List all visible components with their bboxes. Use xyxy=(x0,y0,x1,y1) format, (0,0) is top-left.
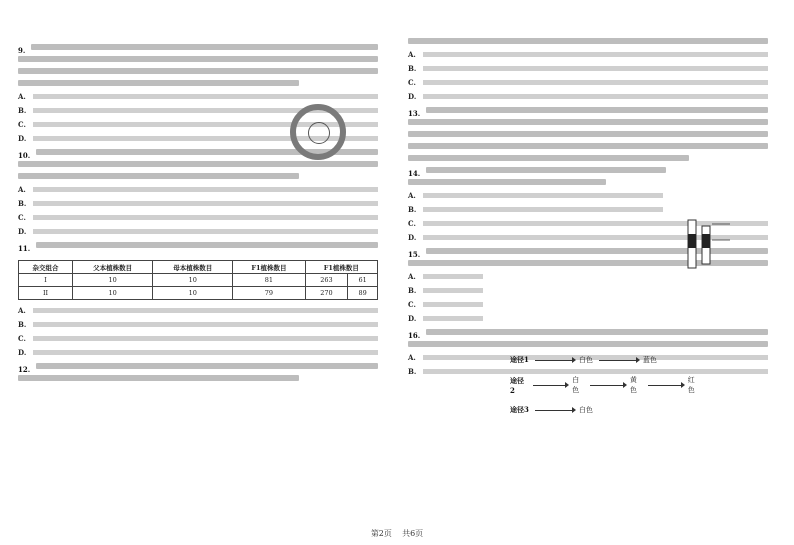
pathway-node-white: 白色 xyxy=(578,406,593,414)
text-line xyxy=(18,161,378,167)
table-row xyxy=(19,274,378,287)
q14-stem-line xyxy=(426,167,666,173)
q12-number: 12. xyxy=(18,364,31,374)
q16-stem-line xyxy=(426,329,768,335)
text-line xyxy=(18,68,378,74)
option-c: C. xyxy=(18,334,378,343)
option-d: D. xyxy=(408,92,768,101)
q9-number: 9. xyxy=(18,45,26,55)
pathway-row xyxy=(510,405,700,415)
page-total: 共6页 xyxy=(402,529,424,538)
option-b: B. xyxy=(408,205,768,214)
pathway-node-blue: 蓝色 xyxy=(642,356,657,364)
option-b: B. xyxy=(408,286,768,295)
pathway-node-white: 白色 xyxy=(572,376,580,394)
table-cell: 263 xyxy=(305,274,348,287)
xy-chromosome-diagram xyxy=(682,216,772,280)
pathway-node-red: 红色 xyxy=(687,376,695,394)
option-d: D. xyxy=(408,314,768,323)
option-a: A. xyxy=(18,306,378,315)
text-line xyxy=(408,143,768,149)
page-number: 第2页 xyxy=(370,529,392,538)
option-a: A. xyxy=(18,185,378,194)
option-a: A. xyxy=(408,191,768,200)
pathway-arrow xyxy=(590,385,623,386)
table-cell: 10 xyxy=(73,287,153,300)
option-c: C. xyxy=(18,213,378,222)
option-a: A. xyxy=(18,92,378,101)
question-14 xyxy=(408,167,768,179)
pathway-arrow xyxy=(535,410,573,411)
q10-number: 10. xyxy=(18,150,31,160)
table-cell: 89 xyxy=(348,287,378,300)
option-c: C. xyxy=(408,300,768,309)
option-b: B. xyxy=(408,64,768,73)
table-header: F1植株数目 xyxy=(305,261,377,274)
option-c: C. xyxy=(408,78,768,87)
option-d: D. xyxy=(18,348,378,357)
option-d: D. xyxy=(18,227,378,236)
option-b: B. xyxy=(18,106,378,115)
cell-cycle-center xyxy=(308,122,330,144)
right-column xyxy=(408,38,768,381)
q9-stem-line xyxy=(31,44,378,50)
pathway-route-1: 途径1 xyxy=(510,355,529,364)
table-cell: 10 xyxy=(153,274,233,287)
text-line xyxy=(18,56,378,62)
text-line xyxy=(18,80,299,86)
q11-number: 11. xyxy=(18,243,31,253)
pathway-row xyxy=(510,375,700,395)
pathway-node-yellow: 黄色 xyxy=(629,376,637,394)
option-d: D. xyxy=(408,233,768,242)
option-d: D. xyxy=(18,134,378,143)
pathway-arrow xyxy=(533,385,566,386)
text-line xyxy=(408,119,768,125)
q16-number: 16. xyxy=(408,330,421,340)
option-b: B. xyxy=(18,320,378,329)
left-column xyxy=(18,38,378,387)
table-header: F1植株数目 xyxy=(233,261,305,274)
option-c: C. xyxy=(408,219,768,228)
option-a: A. xyxy=(408,272,768,281)
option-a: A. xyxy=(408,50,768,59)
table-cell: II xyxy=(19,287,73,300)
table-cell: 10 xyxy=(153,287,233,300)
table-header: 父本植株数目 xyxy=(73,261,153,274)
table-header: 母本植株数目 xyxy=(153,261,233,274)
page-footer xyxy=(0,528,794,539)
q13-number: 13. xyxy=(408,108,421,118)
question-11 xyxy=(18,242,378,254)
table-cell: I xyxy=(19,274,73,287)
option-b: B. xyxy=(408,367,768,376)
genetics-table xyxy=(18,260,378,300)
q12-stem-line xyxy=(36,363,378,369)
option-b: B. xyxy=(18,199,378,208)
table-cell: 81 xyxy=(233,274,305,287)
pathway-route-2: 途径2 xyxy=(510,375,524,395)
table-header: 杂交组合 xyxy=(19,261,73,274)
text-line xyxy=(408,38,768,44)
cell-cycle-diagram xyxy=(290,104,346,160)
pathway-route-3: 途径3 xyxy=(510,405,529,414)
pathway-arrow xyxy=(599,360,637,361)
question-12 xyxy=(18,363,378,375)
pathway-row xyxy=(510,355,700,365)
q14-number: 14. xyxy=(408,168,421,178)
table-cell: 61 xyxy=(348,274,378,287)
text-line xyxy=(408,179,606,185)
text-line xyxy=(408,131,768,137)
table-cell: 79 xyxy=(233,287,305,300)
q15-number: 15. xyxy=(408,249,421,259)
pigment-pathway-diagram xyxy=(510,355,700,427)
question-16 xyxy=(408,329,768,341)
text-line xyxy=(408,341,768,347)
question-9 xyxy=(18,44,378,56)
pathway-arrow xyxy=(535,360,573,361)
question-13 xyxy=(408,107,768,119)
q11-stem-line xyxy=(36,242,378,248)
pathway-node-white: 白色 xyxy=(578,356,593,364)
text-line xyxy=(408,155,689,161)
q13-stem-line xyxy=(426,107,768,113)
table-cell: 10 xyxy=(73,274,153,287)
text-line xyxy=(18,375,299,381)
pathway-arrow xyxy=(648,385,681,386)
option-a: A. xyxy=(408,353,768,362)
table-cell: 270 xyxy=(305,287,348,300)
text-line xyxy=(18,173,299,179)
option-c: C. xyxy=(18,120,378,129)
table-row xyxy=(19,287,378,300)
